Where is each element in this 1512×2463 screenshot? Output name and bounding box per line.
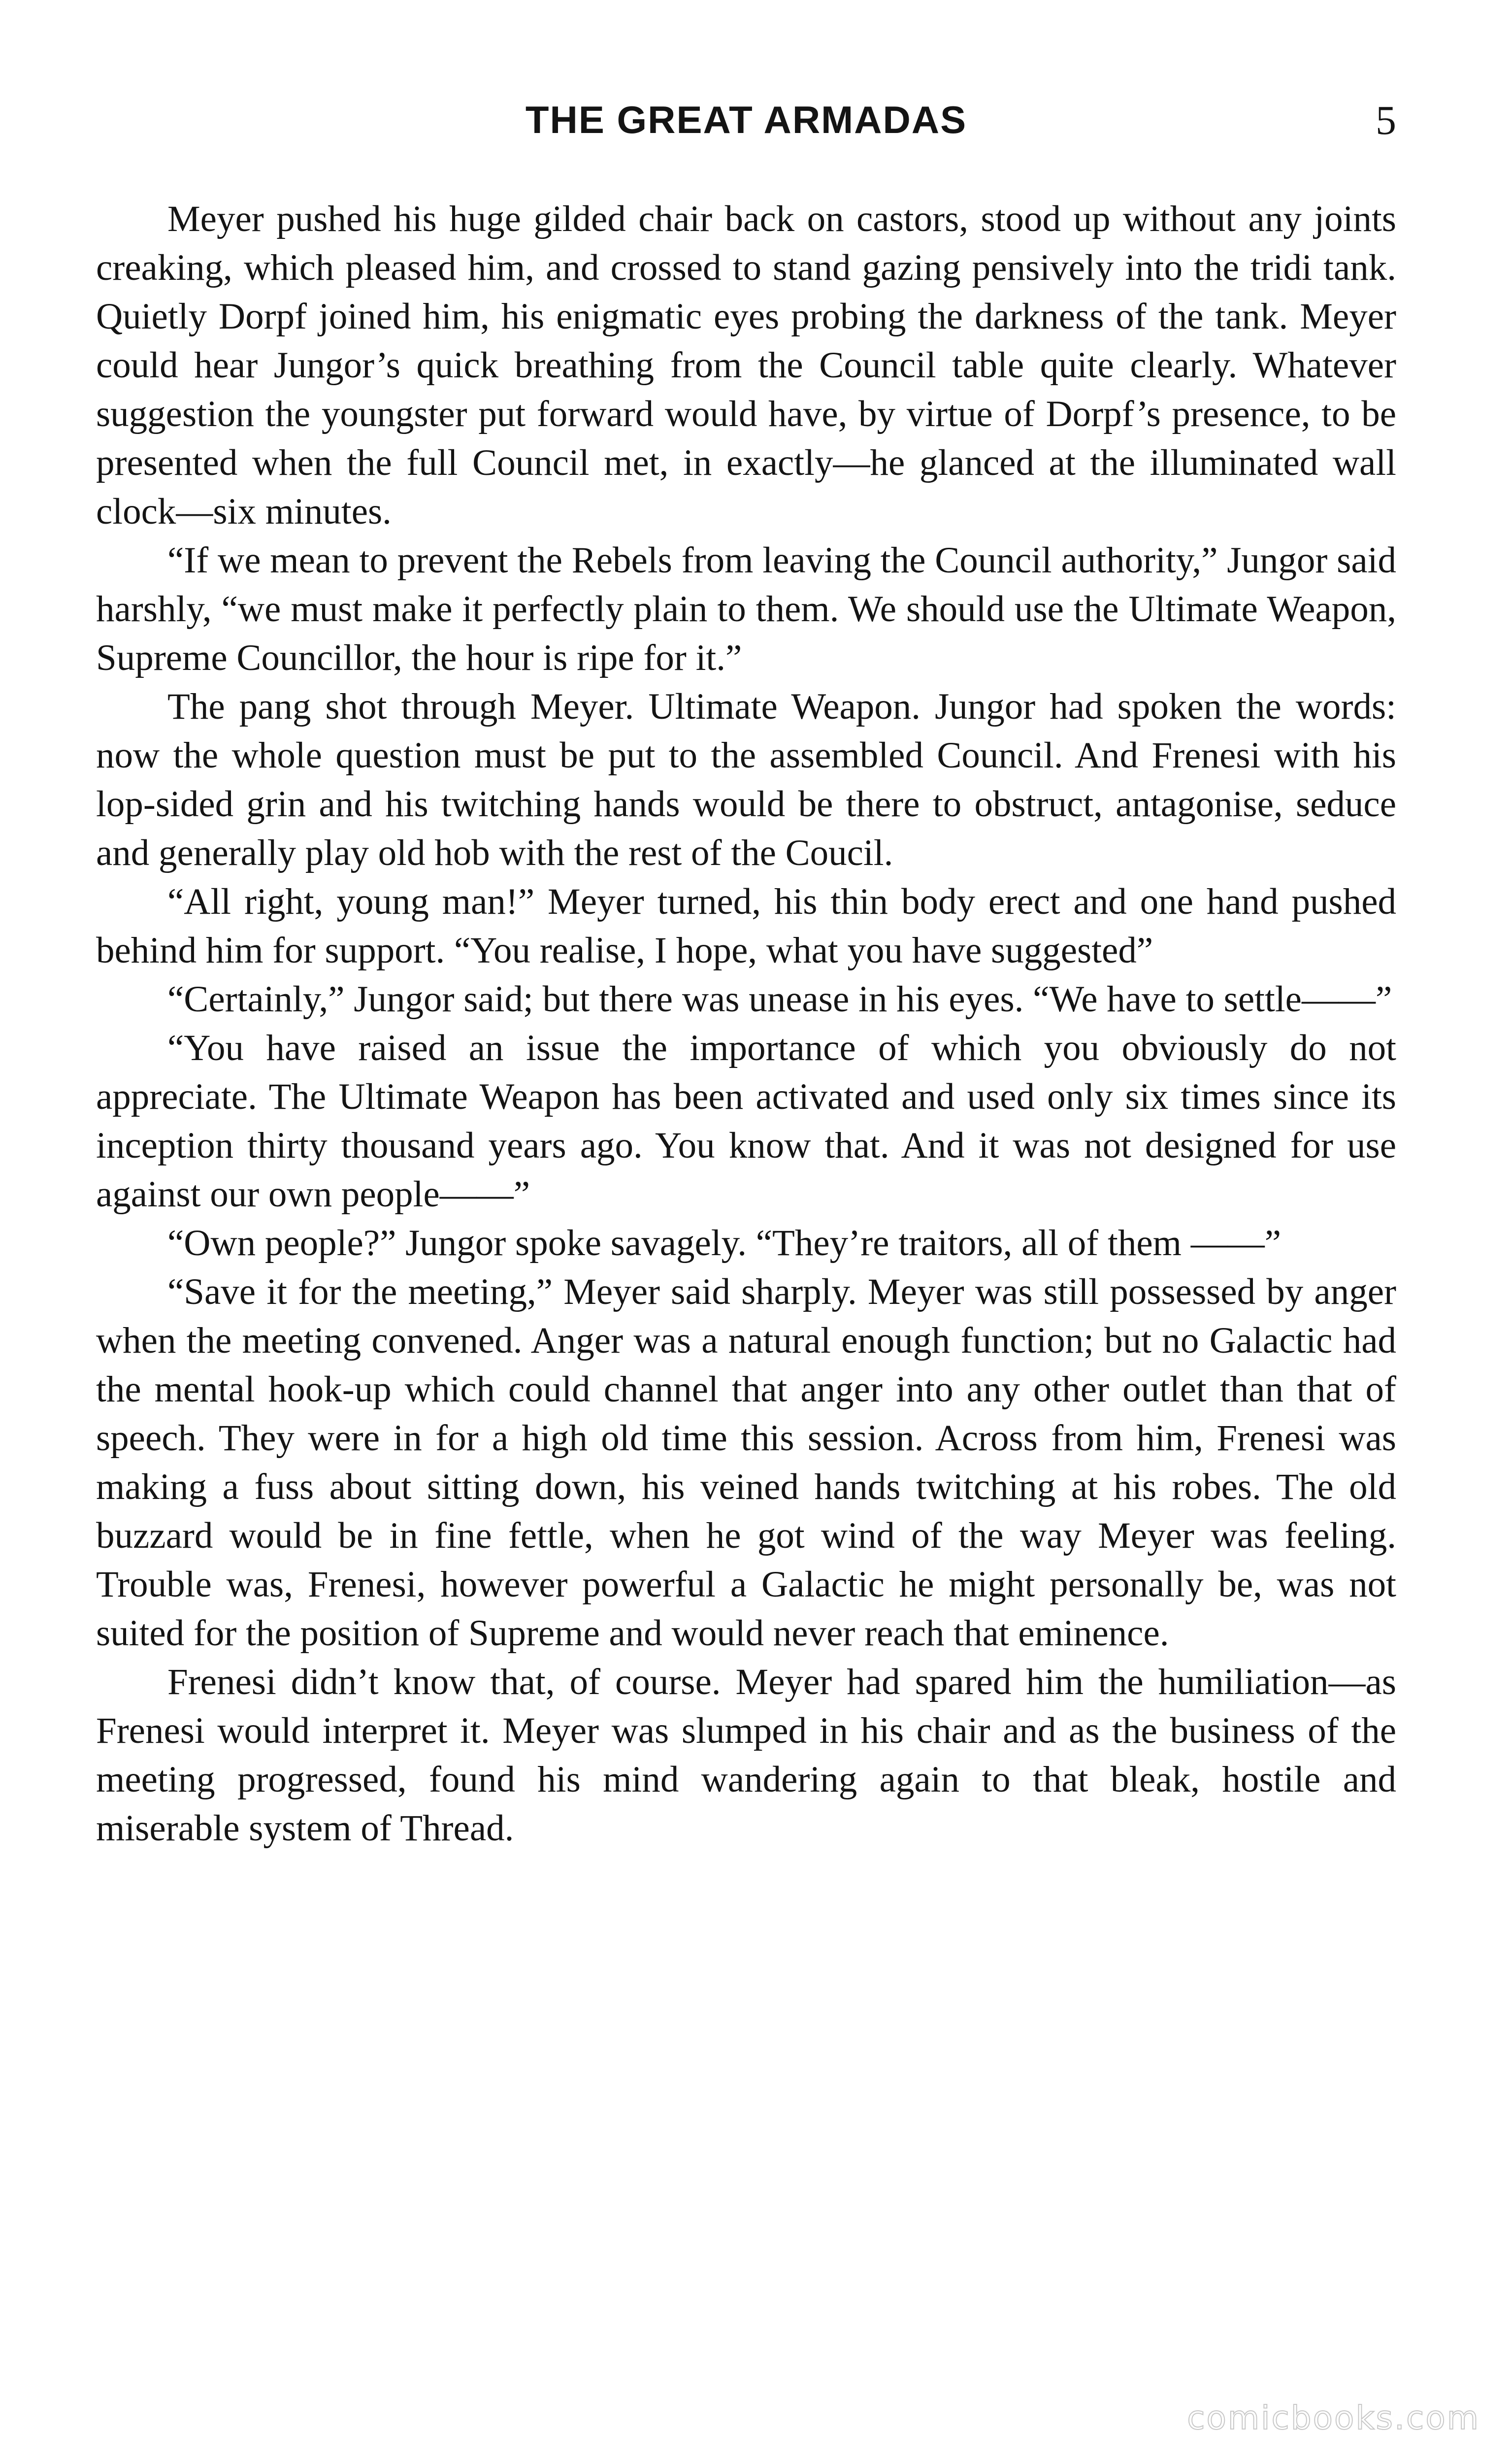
- paragraph-5: “Certainly,” Jungor said; but there was unease in his eyes. “We have to settle——”: [167, 979, 1392, 1020]
- watermark: comicbooks.com: [1187, 2399, 1480, 2437]
- body-text: [96, 195, 1396, 1853]
- paragraph-6: “You have raised an issue the importance of which you obviously do not appreciate. The Ultimate Weapon has been activated and used only six times since its inception thirty thousand years ago. You know that. And it was not designed for use against our own people——”: [96, 1028, 1396, 1215]
- paragraph-8: “Save it for the meeting,” Meyer said sharply. Meyer was still possessed by anger when the meeting convened. Anger was a natural enough function; but no Galactic had the mental hook-up which could channel that anger into any other outlet than that of speech. They were in for a high old time this session. Across from him, Frenesi was making a fuss about sitting down, his veined hands twitching at his robes. The old buzzard would be in fine fettle, when he got wind of the way Meyer was feeling. Trouble was, Frenesi, however powerful a Galactic he might personally be, was not suited for the position of Supreme and would never reach that eminence.: [96, 1271, 1396, 1654]
- running-head: [96, 94, 1396, 148]
- paragraph-4: “All right, young man!” Meyer turned, his thin body erect and one hand pushed behind him for support. “You realise, I hope, what you have suggested”: [96, 881, 1396, 971]
- page-number: 5: [1376, 98, 1396, 143]
- paragraph-3: The pang shot through Meyer. Ultimate Weapon. Jungor had spoken the words: now the whole question must be put to the assembled Council. And Frenesi with his lop-sided grin and his twitching hands would be there to obstruct, antagonise, seduce and generally play old hob with the rest of the Coucil.: [96, 686, 1396, 873]
- chapter-title: THE GREAT ARMADAS: [525, 98, 967, 141]
- paragraph-9: Frenesi didn’t know that, of course. Meyer had spared him the humiliation—as Frenesi would interpret it. Meyer was slumped in his chair and as the business of the meeting progressed, found his mind wandering again to that bleak, hostile and miserable system of Thread.: [96, 1662, 1396, 1849]
- paragraph-2: “If we mean to prevent the Rebels from leaving the Council authority,” Jungor said harshly, “we must make it perfectly plain to them. We should use the Ultimate Weapon, Supreme Councillor, the hour is ripe for it.”: [96, 540, 1396, 678]
- paragraph-1: Meyer pushed his huge gilded chair back on castors, stood up without any joints creaking, which pleased him, and crossed to stand gazing pensively into the tridi tank. Quietly Dorpf joined him, his enigmatic eyes probing the darkness of the tank. Meyer could hear Jungor’s quick breathing from the Council table quite clearly. Whatever suggestion the youngster put forward would have, by virtue of Dorpf’s presence, to be presented when the full Council met, in exactly—he glanced at the illuminated wall clock—six minutes.: [96, 199, 1396, 532]
- paragraph-7: “Own people?” Jungor spoke savagely. “They’re traitors, all of them ——”: [167, 1223, 1282, 1264]
